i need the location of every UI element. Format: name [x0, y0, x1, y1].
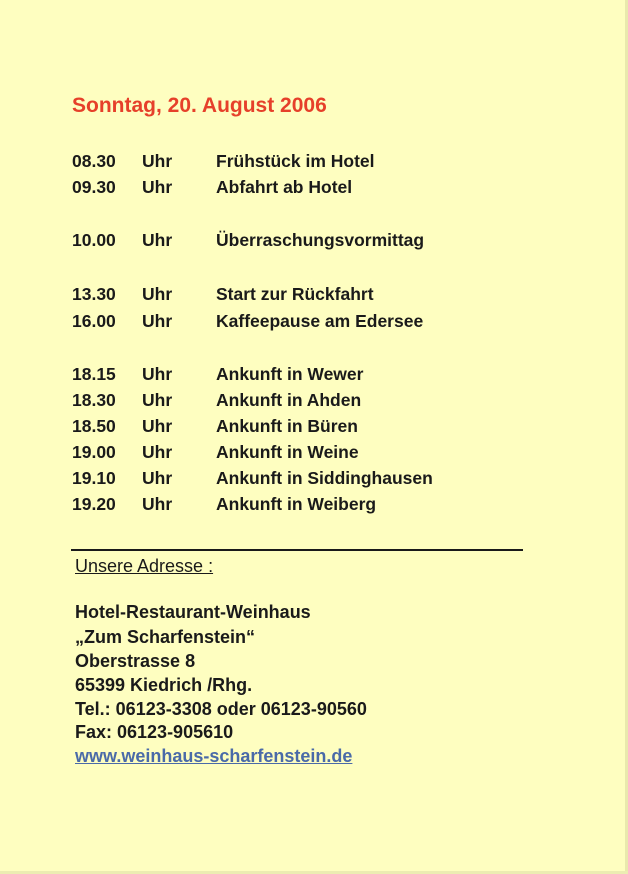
schedule-time: 08.30 [72, 151, 116, 171]
schedule-unit: Uhr [142, 230, 173, 250]
schedule-unit: Uhr [142, 390, 173, 410]
schedule-time: 09.30 [72, 177, 116, 197]
schedule-description: Ankunft in Wewer [216, 364, 364, 384]
schedule-unit: Uhr [142, 468, 173, 488]
website-link[interactable]: www.weinhaus-scharfenstein.de [75, 746, 353, 766]
page-title: Sonntag, 20. August 2006 [72, 94, 327, 117]
schedule-description: Ankunft in Siddinghausen [216, 468, 433, 488]
schedule-time: 18.50 [72, 416, 116, 436]
schedule-description: Start zur Rückfahrt [216, 284, 374, 304]
schedule-unit: Uhr [142, 416, 173, 436]
address-heading: Unsere Adresse : [75, 556, 214, 576]
schedule-time: 10.00 [72, 230, 116, 250]
address-fax: Fax: 06123-905610 [75, 722, 234, 742]
address-street: Oberstrasse 8 [75, 651, 196, 671]
schedule-unit: Uhr [142, 442, 173, 462]
schedule-time: 18.15 [72, 364, 116, 384]
address-name: Hotel-Restaurant-Weinhaus [75, 602, 311, 622]
address-city: 65399 Kiedrich /Rhg. [75, 675, 253, 695]
schedule-unit: Uhr [142, 284, 173, 304]
schedule-time: 16.00 [72, 311, 116, 331]
schedule-description: Abfahrt ab Hotel [216, 177, 353, 197]
schedule-time: 19.20 [72, 494, 116, 514]
schedule-description: Ankunft in Weine [216, 442, 359, 462]
schedule-time: 18.30 [72, 390, 116, 410]
schedule-unit: Uhr [142, 151, 173, 171]
schedule-description: Ankunft in Ahden [216, 390, 362, 410]
schedule-time: 19.10 [72, 468, 116, 488]
section-divider [71, 549, 523, 551]
schedule-unit: Uhr [142, 311, 173, 331]
address-phone: Tel.: 06123-3308 oder 06123-90560 [75, 699, 367, 719]
schedule-description: Ankunft in Büren [216, 416, 358, 436]
schedule-unit: Uhr [142, 364, 173, 384]
schedule-unit: Uhr [142, 494, 173, 514]
schedule-time: 19.00 [72, 442, 116, 462]
schedule-time: 13.30 [72, 284, 116, 304]
schedule-description: Frühstück im Hotel [216, 151, 375, 171]
schedule-unit: Uhr [142, 177, 173, 197]
schedule-description: Ankunft in Weiberg [216, 494, 377, 514]
address-subname: „Zum Scharfenstein“ [75, 627, 256, 647]
schedule-description: Kaffeepause am Edersee [216, 311, 424, 331]
schedule-description: Überraschungsvormittag [216, 230, 425, 250]
